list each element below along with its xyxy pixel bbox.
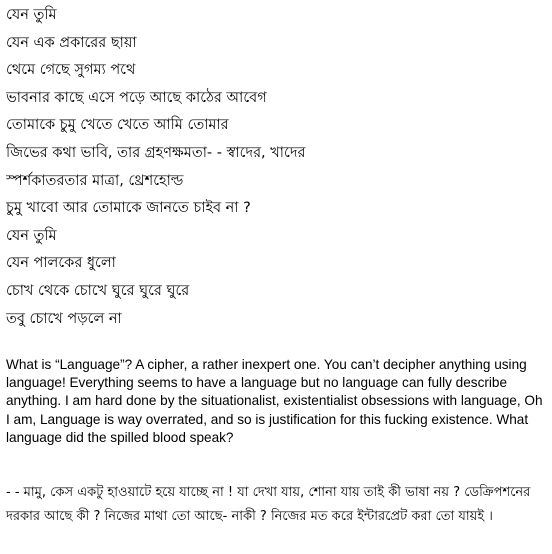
poem-line-9: যেন তুমি (6, 227, 57, 244)
poem-line-6: জিভের কথা ভাবি, তার গ্রহণক্ষমতা- - স্বাদের, খাদের (6, 144, 306, 161)
poem-line-11: চোখ থেকে চোখে ঘুরে ঘুরে ঘুরে (6, 282, 190, 299)
english-prose-paragraph (6, 356, 546, 447)
poem-line-1: যেন তুমি (6, 7, 57, 23)
poem-line-4: ভাবনার কাছে এসে পড়ে আছে কাঠের আবেগ (6, 89, 267, 106)
bengali-poem (6, 2, 546, 333)
poem-line-5: তোমাকে চুমু খেতে খেতে আমি তোমার (6, 117, 229, 134)
poem-line-7: স্পর্শকাতরতার মাত্রা, থ্রেশহোল্ড (6, 172, 184, 189)
poem-line-8: চুমু খাবো আর তোমাকে জানতে চাইব না ? (6, 200, 251, 217)
bengali-coda-paragraph (6, 481, 552, 528)
poem-line-2: যেন এক প্রকারের ছায়া (6, 34, 137, 51)
poem-line-3: থেমে গেছে সুগম্য পথে (6, 62, 136, 79)
prose-text: What is “Language”? A cipher, a rather inexpert one. You can’t decipher anything using language! Everything seems to have a language but no language can fully describe anything. I am hard done by the situationalist, existentialist obsessions with language, Oh I am, Language is way overrated, and so is justification for this fucking existence. What language did the spilled blood speak? (6, 357, 543, 445)
poem-line-12: তবু চোখে পড়লে না (6, 310, 122, 327)
coda-text: - - মামু, কেস একটু হাওয়াটে হয়ে যাচ্ছে না ! যা দেখা যায়, শোনা যায় তাই কী ভাষা নয় ? ডেক্রিপশনের দরকার আছে কী ? নিজের মাথা তো আছে- নাকী ? নিজের মত করে ইন্টারপ্রেট করা তো যায়ই । (6, 485, 531, 524)
poem-line-10: যেন পালকের ধুলো (6, 255, 116, 272)
